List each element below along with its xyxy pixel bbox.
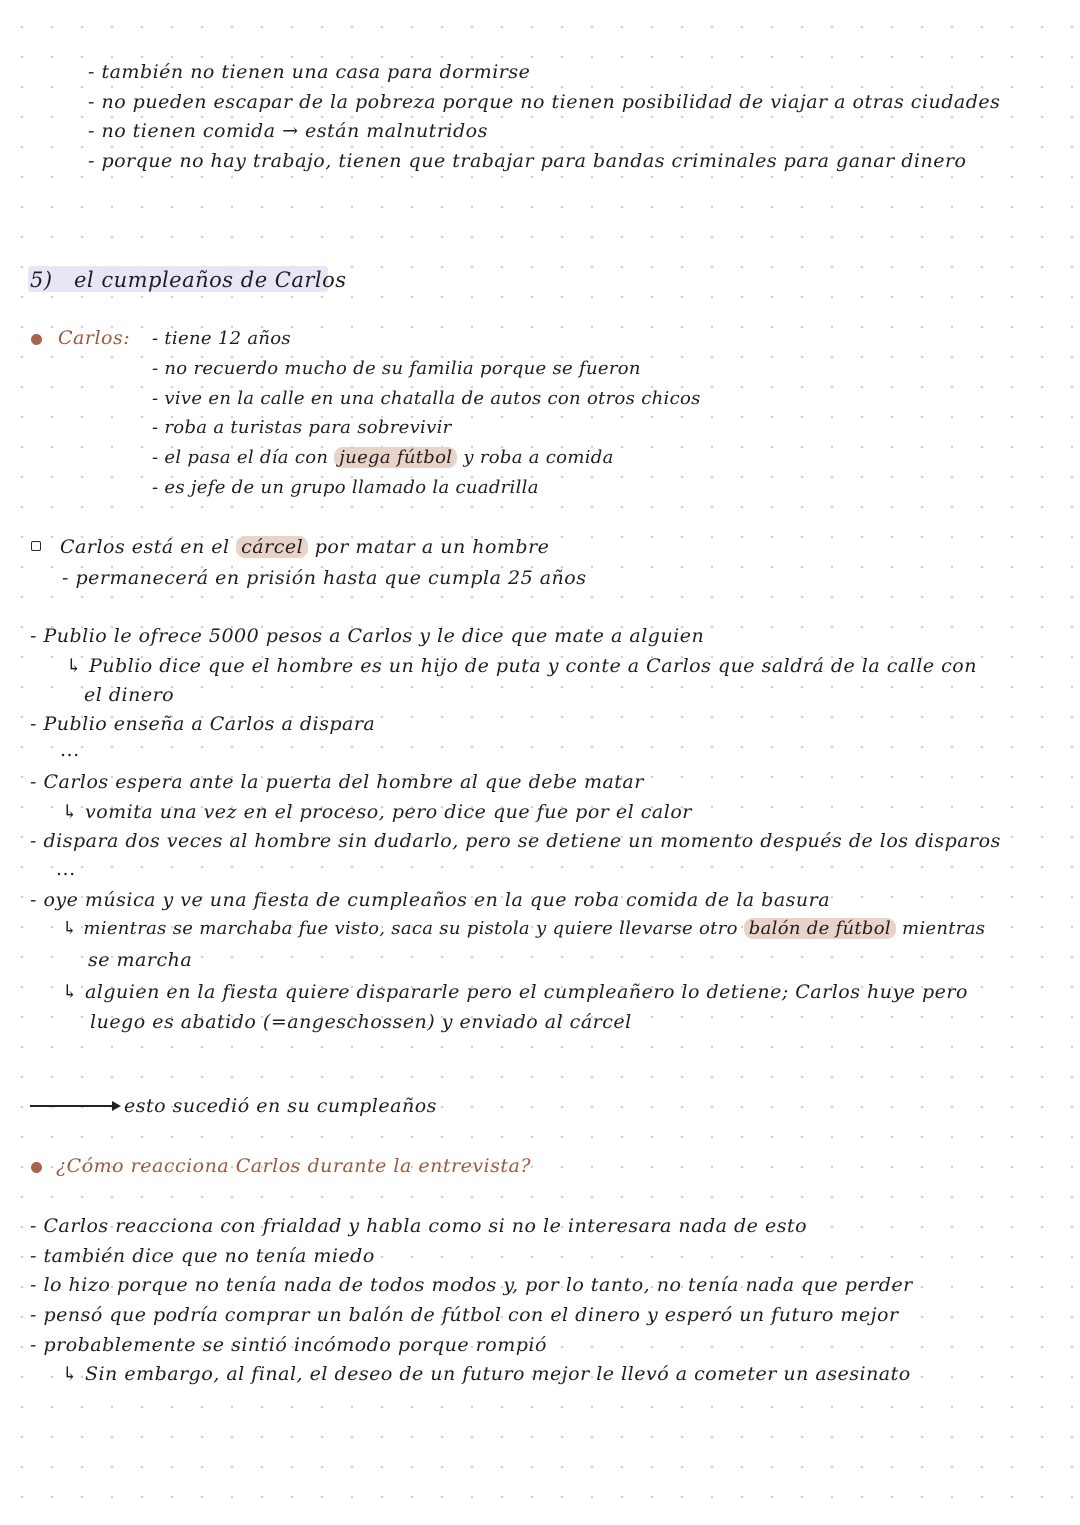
highlight-juega-futbol: juega fútbol bbox=[334, 447, 457, 468]
highlight-balon-futbol: balón de fútbol bbox=[744, 918, 896, 939]
story-line: luego es abatido (=angeschossen) y enviado al cárcel bbox=[90, 1011, 632, 1033]
ellipsis: ... bbox=[60, 739, 80, 761]
story-line: ↳ Publio dice que el hombre es un hijo de puta y conte a Carlos que saldrá de la calle con bbox=[66, 655, 977, 677]
carlos-trait: - roba a turistas para sobrevivir bbox=[152, 417, 452, 438]
answer-line: - lo hizo porque no tenía nada de todos modos y, por lo tanto, no tenía nada que perder bbox=[30, 1274, 913, 1296]
story-line: el dinero bbox=[84, 684, 175, 706]
story-line: se marcha bbox=[88, 949, 193, 971]
story-ball-line bbox=[62, 917, 985, 941]
answer-line: ↳ Sin embargo, al final, el deseo de un futuro mejor le llevó a cometer un asesinato bbox=[62, 1363, 911, 1385]
arrow-note: esto sucedió en su cumpleaños bbox=[124, 1095, 437, 1117]
story-line: - dispara dos veces al hombre sin dudarlo, pero se detiene un momento después de los disparos bbox=[30, 830, 1001, 852]
trait-day-pre: - el pasa el día con bbox=[152, 447, 329, 468]
story-line: ↳ vomita una vez en el proceso, pero dice que fue por el calor bbox=[62, 801, 692, 823]
section-number: 5) bbox=[30, 268, 53, 292]
ball-pre: ↳ mientras se marchaba fue visto, saca su pistola y quiere llevarse otro bbox=[62, 918, 738, 939]
note-line: - no tienen comida → están malnutridos bbox=[88, 120, 488, 142]
carlos-trait: - vive en la calle en una chatalla de autos con otros chicos bbox=[152, 388, 701, 409]
trait-day-post: y roba a comida bbox=[463, 447, 614, 468]
arrow-line bbox=[30, 1105, 116, 1107]
story-line: - Carlos espera ante la puerta del hombre al que debe matar bbox=[30, 771, 644, 793]
arrow-right-icon bbox=[112, 1101, 121, 1111]
jail-pre: Carlos está en el bbox=[60, 536, 230, 558]
note-line: - también no tienen una casa para dormirse bbox=[88, 61, 531, 83]
bullet-dot-icon bbox=[31, 334, 42, 345]
answer-line: - probablemente se sintió incómodo porque rompió bbox=[30, 1334, 547, 1356]
bullet-dot-icon bbox=[31, 1162, 42, 1173]
ellipsis: ... bbox=[56, 858, 76, 880]
answer-line: - pensó que podría comprar un balón de fútbol con el dinero y esperó un futuro mejor bbox=[30, 1304, 899, 1326]
story-line: - Publio enseña a Carlos a dispara bbox=[30, 713, 376, 735]
carlos-trait-day bbox=[152, 446, 614, 470]
carlos-label: Carlos: bbox=[58, 327, 131, 349]
jail-post: por matar a un hombre bbox=[314, 536, 550, 558]
story-line: ↳ alguien en la fiesta quiere dispararle pero el cumpleañero lo detiene; Carlos huye pero bbox=[62, 981, 968, 1003]
ball-post: mientras bbox=[901, 918, 986, 939]
section-title: el cumpleaños de Carlos bbox=[74, 268, 347, 292]
note-line: - no pueden escapar de la pobreza porque no tienen posibilidad de viajar a otras ciudades bbox=[88, 91, 1001, 113]
checkbox-square-icon bbox=[31, 541, 41, 551]
highlight-carcel: cárcel bbox=[236, 536, 308, 558]
story-line: - oye música y ve una fiesta de cumpleaños en la que roba comida de la basura bbox=[30, 889, 831, 911]
note-line: - porque no hay trabajo, tienen que trabajar para bandas criminales para ganar dinero bbox=[88, 150, 967, 172]
answer-line: - también dice que no tenía miedo bbox=[30, 1245, 375, 1267]
carlos-trait: - tiene 12 años bbox=[152, 328, 291, 349]
answer-line: - Carlos reacciona con frialdad y habla como si no le interesara nada de esto bbox=[30, 1215, 808, 1237]
jail-sub-line: - permanecerá en prisión hasta que cumpla 25 años bbox=[62, 567, 587, 589]
jail-line bbox=[60, 535, 549, 559]
carlos-trait: - es jefe de un grupo llamado la cuadrilla bbox=[152, 477, 539, 498]
question-heading: ¿Cómo reacciona Carlos durante la entrevista? bbox=[56, 1155, 532, 1177]
carlos-trait: - no recuerdo mucho de su familia porque se fueron bbox=[152, 358, 641, 379]
story-line: - Publio le ofrece 5000 pesos a Carlos y le dice que mate a alguien bbox=[30, 625, 705, 647]
